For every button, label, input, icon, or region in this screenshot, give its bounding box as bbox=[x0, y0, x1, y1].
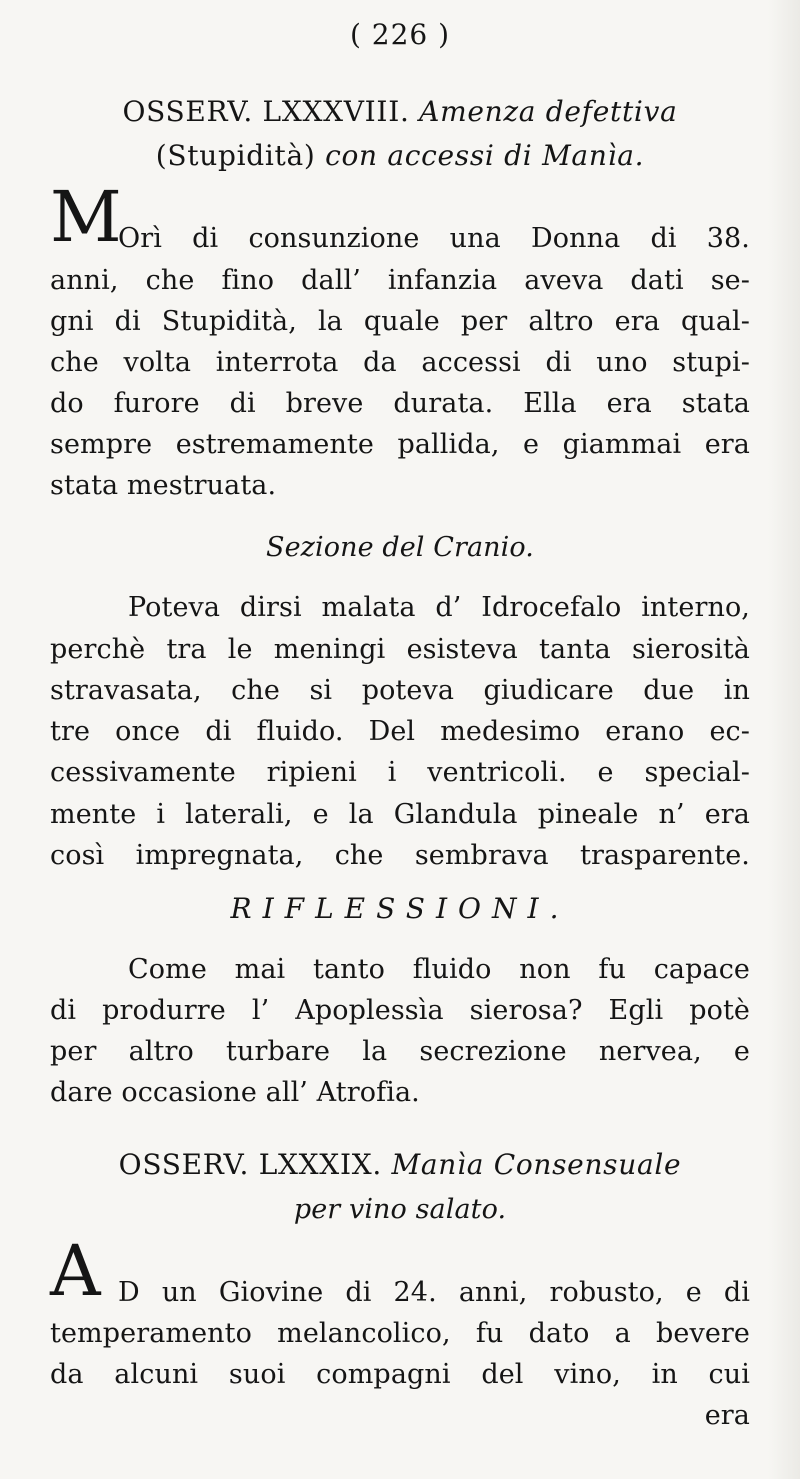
observation-88-subheading-rest: con accessi di Manìa. bbox=[325, 139, 645, 172]
section-line: Poteva dirsi malata d’ Idrocefalo interno, bbox=[128, 592, 750, 623]
paragraph-line: do furore di breve durata. Ella era stata bbox=[50, 388, 750, 419]
observation-88-title: Amenza defettiva bbox=[419, 95, 678, 128]
observation-88-subheading-paren: (Stupidità) bbox=[155, 139, 316, 172]
observation-88-heading bbox=[50, 96, 750, 128]
reflection-line: Come mai tanto fluido non fu capace bbox=[128, 954, 750, 985]
drop-cap-m: M bbox=[50, 176, 122, 258]
paragraph-line: stata mestruata. bbox=[50, 470, 277, 501]
observation-88-label: OSSERV. LXXXVIII. bbox=[122, 95, 410, 128]
section-line: stravasata, che si poteva giudicare due in bbox=[50, 675, 750, 706]
paragraph-line: anni, che fino dall’ infanzia aveva dati se- bbox=[50, 265, 750, 296]
observation-89-title: Manìa Consensuale bbox=[391, 1148, 682, 1181]
catchword: era bbox=[704, 1400, 750, 1431]
section-line: tre once di fluido. Del medesimo erano ec- bbox=[50, 716, 750, 747]
reflection-line: di produrre l’ Apoplessìa sierosa? Egli potè bbox=[50, 995, 750, 1026]
paragraph-line: Orì di consunzione una Donna di 38. bbox=[118, 223, 750, 254]
observation-89-heading bbox=[50, 1149, 750, 1181]
observation-88-subheading bbox=[50, 140, 750, 172]
reflection-line: dare occasione all’ Atrofia. bbox=[50, 1077, 420, 1108]
paragraph-line: D un Giovine di 24. anni, robusto, e di bbox=[118, 1277, 750, 1308]
paragraph-line: temperamento melancolico, fu dato a bevere bbox=[50, 1318, 750, 1349]
section-line: cessivamente ripieni i ventricoli. e special- bbox=[50, 757, 750, 788]
paragraph-line: sempre estremamente pallida, e giammai era bbox=[50, 429, 750, 460]
drop-cap-a: A bbox=[50, 1230, 101, 1312]
paragraph-line: che volta interrota da accessi di uno stupi- bbox=[50, 347, 750, 378]
paragraph-line: da alcuni suoi compagni del vino, in cui bbox=[50, 1359, 750, 1390]
section-line: perchè tra le meningi esisteva tanta sierosità bbox=[50, 634, 750, 665]
reflection-line: per altro turbare la secrezione nervea, e bbox=[50, 1036, 750, 1067]
section-line: mente i laterali, e la Glandula pineale n’ era bbox=[50, 799, 750, 830]
paragraph-line: gni di Stupidità, la quale per altro era qual- bbox=[50, 306, 750, 337]
reflections-heading: RIFLESSIONI. bbox=[230, 892, 570, 925]
section-title: Sezione del Cranio. bbox=[266, 532, 534, 563]
observation-89-label: OSSERV. LXXXIX. bbox=[118, 1148, 382, 1181]
section-line: così impregnata, che sembrava trasparente. bbox=[50, 840, 750, 871]
observation-89-subheading: per vino salato. bbox=[293, 1194, 507, 1225]
page-number: ( 226 ) bbox=[349, 18, 451, 51]
